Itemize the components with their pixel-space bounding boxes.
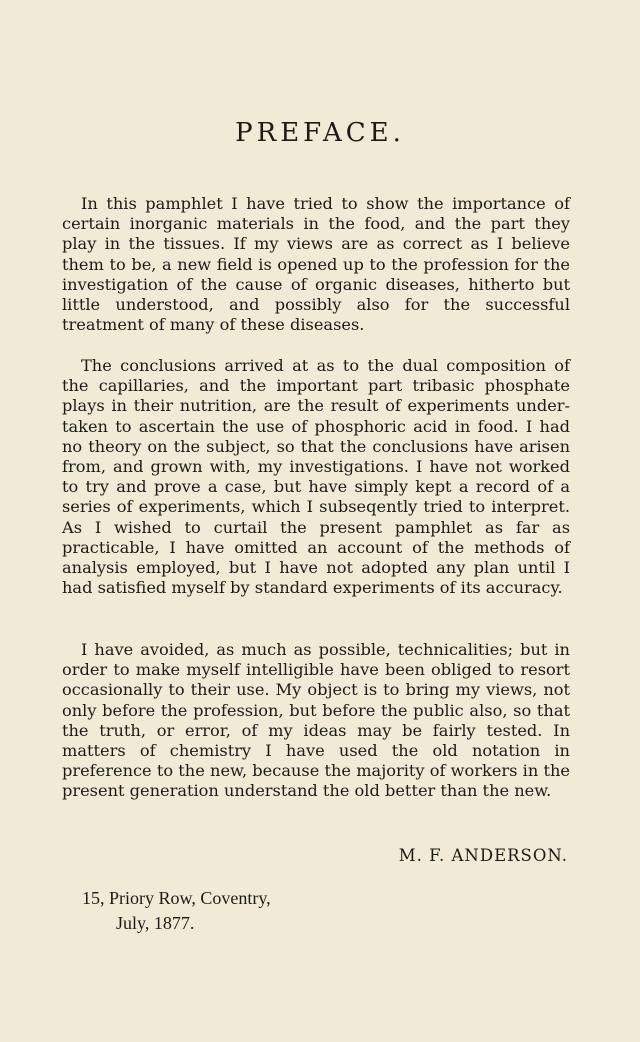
address-block <box>82 886 271 936</box>
preface-paragraph-1 <box>62 194 570 335</box>
preface-paragraph-3 <box>62 640 570 802</box>
paragraph-text: The conclusions arrived at as to the dual composition of the capillaries, and the important part tribasic phosphate plays in their nutrition, are the result of experiments under-taken to ascertain the use of phosphoric acid in food. I had no theory on the subject, so that the conclusions have arisen from, and grown with, my investigations. I have not worked to try and prove a case, but have simply kept a record of a series of experiments, which I subseqently tried to interpret. As I wished to curtail the present pamphlet as far as practicable, I have omitted an account of the methods of analysis employed, but I have not adopted any plan until I had satisfied myself by standard experiments of its accuracy. <box>62 356 570 598</box>
page-title: PREFACE. <box>235 118 405 148</box>
preface-paragraph-2 <box>62 356 570 598</box>
address-street: 15, Priory Row, Coventry, <box>82 888 271 908</box>
paragraph-text: In this pamphlet I have tried to show the importance of certain inorganic materials in the food, and the part they play in the tissues. If my views are as correct as I believe them to be, a new field is opened up to the profession for the investigation of the cause of organic diseases, hitherto but little understood, and possibly also for the successful treatment of many of these diseases. <box>62 194 570 335</box>
address-date: July, 1877. <box>116 913 195 933</box>
paragraph-text: I have avoided, as much as possible, technicalities; but in order to make myself intelligible have been obliged to resort occasionally to their use. My object is to bring my views, not only before the profession, but before the public also, so that the truth, or error, of my ideas may be fairly tested. In matters of chemistry I have used the old notation in preference to the new, because the majority of workers in the present generation understand the old better than the new. <box>62 640 570 801</box>
author-signature: M. F. ANDERSON. <box>398 846 568 865</box>
